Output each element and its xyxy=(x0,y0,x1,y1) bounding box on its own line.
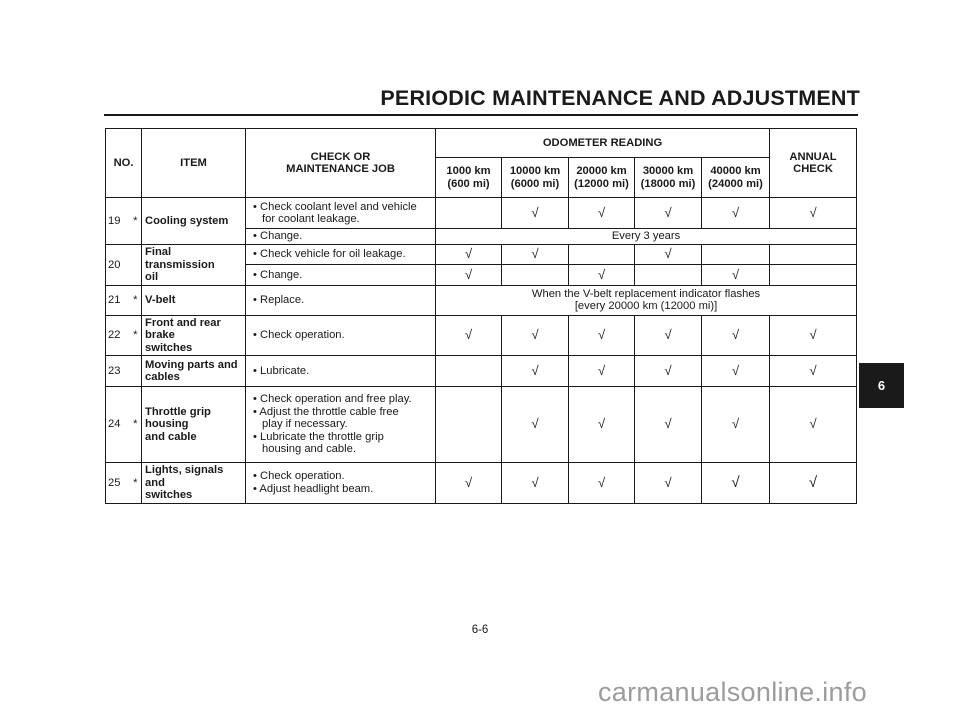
check-cell: √ xyxy=(569,387,635,463)
check-cell: √ xyxy=(569,198,635,229)
row-star: * xyxy=(130,315,142,356)
check-cell: √ xyxy=(635,387,702,463)
check-cell: √ xyxy=(702,265,770,285)
table-row xyxy=(106,463,857,504)
page-title: PERIODIC MAINTENANCE AND ADJUSTMENT xyxy=(380,86,860,110)
row-item: Cooling system xyxy=(142,198,246,245)
row-number: 22 xyxy=(106,315,130,356)
row-job: • Check operation and free play. • Adjust the throttle cable free play if necessary. • Lubricate the throttle grip housing and cable. xyxy=(246,387,436,463)
watermark: carmanualsonline.info xyxy=(598,677,867,707)
row-star xyxy=(130,245,142,286)
row-job: • Check coolant level and vehicle for coolant leakage. xyxy=(246,198,436,229)
row-star: * xyxy=(130,285,142,315)
header-check: CHECK OR MAINTENANCE JOB xyxy=(246,129,436,198)
check-cell: √ xyxy=(770,198,857,229)
table-row xyxy=(106,245,857,265)
table-row xyxy=(106,387,857,463)
check-cell: √ xyxy=(770,356,857,387)
check-cell: √ xyxy=(502,463,569,504)
check-cell: √ xyxy=(702,463,770,504)
page-number: 6-6 xyxy=(471,624,489,636)
check-cell: √ xyxy=(635,315,702,356)
check-cell xyxy=(569,245,635,265)
check-cell xyxy=(770,265,857,285)
row-item: Moving parts and cables xyxy=(142,356,246,387)
row-item: Final transmission oil xyxy=(142,245,246,286)
interval-note: When the V-belt replacement indicator flashes [every 20000 km (12000 mi)] xyxy=(436,285,857,315)
table-row xyxy=(106,198,857,229)
row-star: * xyxy=(130,463,142,504)
header-interval: 1000 km (600 mi) xyxy=(436,158,502,198)
check-cell: √ xyxy=(436,265,502,285)
check-cell: √ xyxy=(635,356,702,387)
row-job: • Lubricate. xyxy=(246,356,436,387)
row-number: 21 xyxy=(106,285,130,315)
check-cell xyxy=(436,356,502,387)
header-interval: 30000 km (18000 mi) xyxy=(635,158,702,198)
check-cell xyxy=(502,265,569,285)
check-cell: √ xyxy=(702,198,770,229)
check-cell: √ xyxy=(569,315,635,356)
check-cell: √ xyxy=(635,463,702,504)
check-cell: √ xyxy=(436,245,502,265)
row-job: • Change. xyxy=(246,229,436,245)
row-job: • Check vehicle for oil leakage. xyxy=(246,245,436,265)
row-star xyxy=(130,356,142,387)
title-rule xyxy=(104,114,858,116)
check-cell: √ xyxy=(502,245,569,265)
row-item: Throttle grip housing and cable xyxy=(142,387,246,463)
check-cell: √ xyxy=(502,387,569,463)
header-interval: 40000 km (24000 mi) xyxy=(702,158,770,198)
row-item: Lights, signals and switches xyxy=(142,463,246,504)
check-cell: √ xyxy=(502,198,569,229)
check-cell: √ xyxy=(770,463,857,504)
header-no: NO. xyxy=(106,129,142,198)
header-interval: 10000 km (6000 mi) xyxy=(502,158,569,198)
check-cell: √ xyxy=(436,463,502,504)
check-cell xyxy=(635,265,702,285)
table-row xyxy=(106,285,857,315)
check-cell xyxy=(436,387,502,463)
row-item: V-belt xyxy=(142,285,246,315)
check-cell: √ xyxy=(702,315,770,356)
row-number: 25 xyxy=(106,463,130,504)
table-row xyxy=(106,356,857,387)
check-cell: √ xyxy=(569,356,635,387)
check-cell: √ xyxy=(436,315,502,356)
header-annual: ANNUAL CHECK xyxy=(770,129,857,198)
row-job: • Check operation. • Adjust headlight beam. xyxy=(246,463,436,504)
check-cell: √ xyxy=(569,265,635,285)
check-cell xyxy=(702,245,770,265)
check-cell: √ xyxy=(635,198,702,229)
check-cell: √ xyxy=(702,356,770,387)
row-job: • Replace. xyxy=(246,285,436,315)
row-number: 20 xyxy=(106,245,130,286)
header-interval: 20000 km (12000 mi) xyxy=(569,158,635,198)
maintenance-table xyxy=(105,128,857,504)
header-odometer: ODOMETER READING xyxy=(436,129,770,158)
check-cell: √ xyxy=(702,387,770,463)
row-star: * xyxy=(130,198,142,245)
check-cell xyxy=(436,198,502,229)
check-cell: √ xyxy=(770,315,857,356)
header-item: ITEM xyxy=(142,129,246,198)
check-cell: √ xyxy=(770,387,857,463)
row-job: • Check operation. xyxy=(246,315,436,356)
check-cell: √ xyxy=(569,463,635,504)
row-item: Front and rear brake switches xyxy=(142,315,246,356)
check-cell: √ xyxy=(635,245,702,265)
row-star: * xyxy=(130,387,142,463)
check-cell xyxy=(770,245,857,265)
check-cell: √ xyxy=(502,315,569,356)
check-cell: √ xyxy=(502,356,569,387)
row-number: 24 xyxy=(106,387,130,463)
row-job: • Change. xyxy=(246,265,436,285)
row-number: 19 xyxy=(106,198,130,245)
interval-note: Every 3 years xyxy=(436,229,857,245)
row-number: 23 xyxy=(106,356,130,387)
table-row xyxy=(106,315,857,356)
chapter-tab: 6 xyxy=(859,363,904,408)
